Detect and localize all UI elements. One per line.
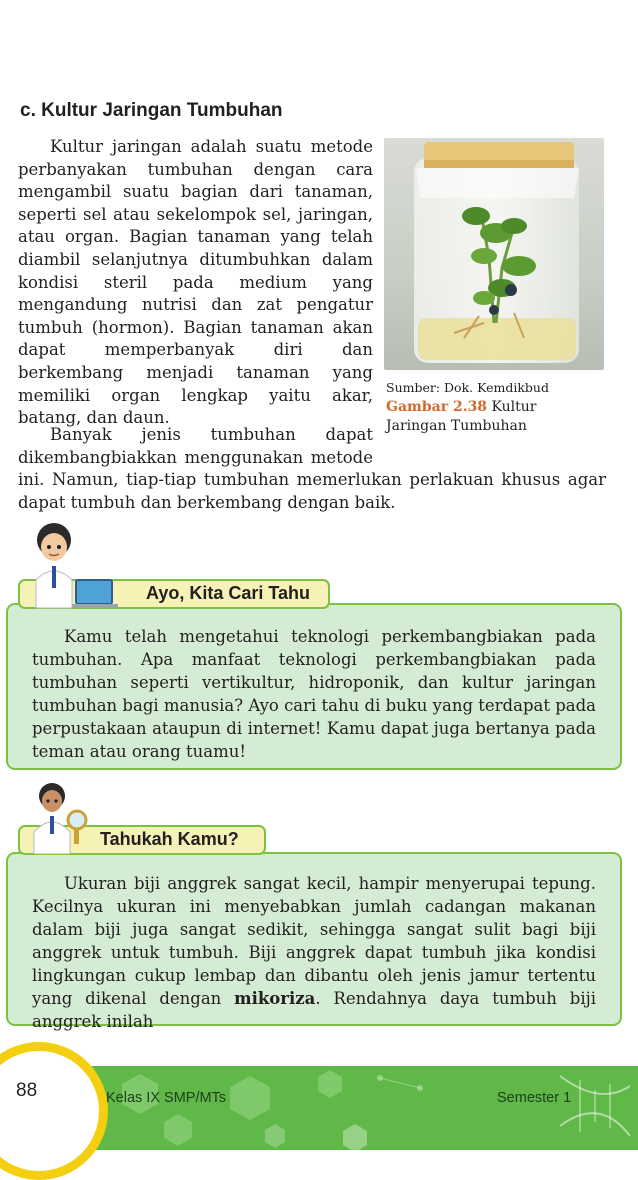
paragraph-kultur-jaringan: Kultur jaringan adalah suatu metode perbanyakan tumbuhan dengan cara mengambil suatu bagian dari tanaman, seperti sel atau sekelompok sel, jaringan, atau organ. Bagian tanaman yang telah diambil selanjutnya ditumbuhkan dalam kondisi steril pada medium yang mengandung nutrisi dan zat pengatur tumbuh (hormon). Bagian tanaman akan dapat memperbanyak diri dan berkembang menjadi tanaman yang memiliki organ lengkap yaitu akar, batang, dan daun. xyxy=(18,137,373,428)
footer-book-title: Kelas IX SMP/MTs xyxy=(106,1090,227,1106)
figure-caption xyxy=(386,398,586,436)
paragraph-metode-b: ini. Namun, tiap-tiap tumbuhan memerlukan perlakuan khusus agar dapat tumbuh dan berkembang dengan baik. xyxy=(18,470,606,512)
figure-source: Sumber: Dok. Kemdikbud xyxy=(386,380,549,395)
page-number: 88 xyxy=(16,1080,38,1101)
paragraph-metode-a: Banyak jenis tumbuhan dapat dikembangbiakkan menggunakan metode xyxy=(18,425,373,467)
figure-title-part2: Jaringan Tumbuhan xyxy=(386,418,527,434)
page-number-circle xyxy=(0,1042,108,1180)
mikoriza-term: mikoriza xyxy=(234,989,316,1008)
tissue-culture-photo xyxy=(384,138,604,370)
tahukah-kamu-text-after: . Rendahnya daya tumbuh biji anggrek inilah xyxy=(32,989,596,1031)
student-laptop-illustration xyxy=(30,520,120,610)
figure-title-part1: Kultur xyxy=(487,399,537,415)
ayo-cari-tahu-text: Kamu telah mengetahui teknologi perkembangbiakan pada tumbuhan. Apa manfaat teknologi perkembangbiakan pada tumbuhan seperti vertikultur, hidroponik, dan kultur jaringan tumbuhan bagi manusia? Ayo cari tahu di buku yang terdapat pada perpustakaan ataupun di internet! Kamu dapat juga bertanya pada teman atau orang tuamu! xyxy=(32,627,597,761)
section-heading: c. Kultur Jaringan Tumbuhan xyxy=(20,100,283,121)
figure-number: Gambar 2.38 xyxy=(386,399,488,415)
tahukah-kamu-label: Tahukah Kamu? xyxy=(100,829,239,849)
tahukah-kamu-text xyxy=(32,872,596,1033)
footer-semester: Semester 1 xyxy=(497,1090,572,1106)
ayo-cari-tahu-box xyxy=(6,603,622,770)
tahukah-kamu-box xyxy=(6,852,622,1031)
tahukah-kamu-text-before: Ukuran biji anggrek sangat kecil, hampir menyerupai tepung. Kecilnya ukuran ini menyebabkan jumlah cadangan makanan dalam biji juga sangat sedikit, sehingga sangat sulit bagi biji anggrek untuk tumbuh. Biji anggrek dapat tumbuh jika kondisi lingkungan cukup lembap dan dibantu oleh jenis jamur tertentu yang dikenal dengan xyxy=(32,874,596,1008)
ayo-cari-tahu-label: Ayo, Kita Cari Tahu xyxy=(146,583,311,603)
student-magnifier-illustration xyxy=(30,780,90,854)
